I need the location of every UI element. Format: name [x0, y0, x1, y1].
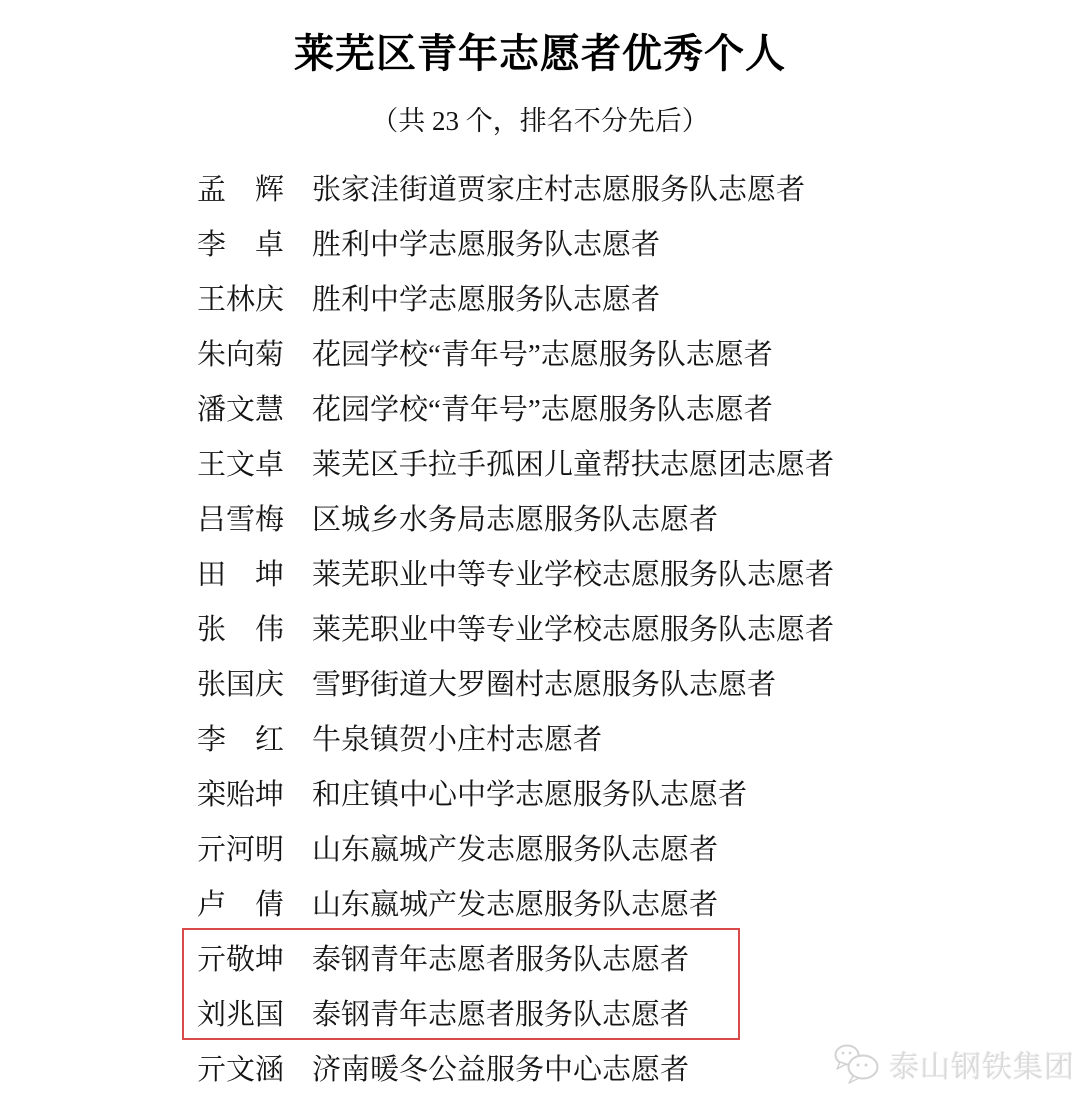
list-row	[0, 710, 1080, 765]
volunteer-org: 胜利中学志愿服务队志愿者	[312, 229, 661, 261]
list-row	[0, 765, 1080, 820]
volunteer-name: 李 红	[197, 724, 285, 756]
volunteer-org: 山东嬴城产发志愿服务队志愿者	[312, 889, 719, 921]
volunteer-org: 花园学校“青年号”志愿服务队志愿者	[312, 394, 773, 426]
list-row	[0, 270, 1080, 325]
volunteer-org: 莱芜职业中等专业学校志愿服务队志愿者	[312, 559, 835, 591]
list-row	[0, 160, 1080, 215]
list-row	[0, 985, 1080, 1040]
volunteer-name: 吕雪梅	[197, 504, 285, 536]
volunteer-org: 张家洼街道贾家庄村志愿服务队志愿者	[312, 174, 806, 206]
volunteer-name: 栾贻坤	[197, 779, 285, 811]
volunteer-org: 胜利中学志愿服务队志愿者	[312, 284, 661, 316]
volunteer-name: 卢 倩	[197, 889, 285, 921]
list-row	[0, 820, 1080, 875]
volunteer-list	[0, 160, 1080, 1095]
volunteer-org: 花园学校“青年号”志愿服务队志愿者	[312, 339, 773, 371]
volunteer-org: 区城乡水务局志愿服务队志愿者	[312, 504, 719, 536]
list-row	[0, 435, 1080, 490]
volunteer-org: 泰钢青年志愿者服务队志愿者	[312, 944, 690, 976]
list-row	[0, 930, 1080, 985]
list-row	[0, 380, 1080, 435]
watermark-text: 泰山钢铁集团	[889, 1051, 1075, 1084]
list-row	[0, 875, 1080, 930]
volunteer-name: 田 坤	[197, 559, 285, 591]
volunteer-org: 和庄镇中心中学志愿服务队志愿者	[312, 779, 748, 811]
volunteer-name: 刘兆国	[197, 999, 285, 1031]
volunteer-name: 亓敬坤	[197, 944, 285, 976]
volunteer-name: 潘文慧	[197, 394, 285, 426]
volunteer-org: 牛泉镇贺小庄村志愿者	[312, 724, 603, 756]
volunteer-org: 泰钢青年志愿者服务队志愿者	[312, 999, 690, 1031]
volunteer-org: 山东嬴城产发志愿服务队志愿者	[312, 834, 719, 866]
volunteer-name: 王林庆	[197, 284, 285, 316]
list-row	[0, 600, 1080, 655]
volunteer-org: 济南暖冬公益服务中心志愿者	[312, 1054, 690, 1086]
volunteer-org: 莱芜职业中等专业学校志愿服务队志愿者	[312, 614, 835, 646]
page-subtitle: （共 23 个，排名不分先后）	[371, 106, 709, 136]
list-row	[0, 545, 1080, 600]
list-row	[0, 325, 1080, 380]
volunteer-name: 张 伟	[197, 614, 285, 646]
watermark	[834, 1036, 1075, 1092]
list-row	[0, 490, 1080, 545]
list-row	[0, 655, 1080, 710]
volunteer-name: 张国庆	[197, 669, 285, 701]
volunteer-name: 朱向菊	[197, 339, 285, 371]
volunteer-org: 莱芜区手拉手孤困儿童帮扶志愿团志愿者	[312, 449, 835, 481]
volunteer-name: 李 卓	[197, 229, 285, 261]
list-row	[0, 215, 1080, 270]
volunteer-name: 孟 辉	[197, 174, 285, 206]
wechat-icon	[834, 1042, 880, 1086]
page-title: 莱芜区青年志愿者优秀个人	[294, 31, 786, 76]
volunteer-name: 王文卓	[197, 449, 285, 481]
volunteer-org: 雪野街道大罗圈村志愿服务队志愿者	[312, 669, 777, 701]
volunteer-name: 亓河明	[197, 834, 285, 866]
volunteer-name: 亓文涵	[197, 1054, 285, 1086]
